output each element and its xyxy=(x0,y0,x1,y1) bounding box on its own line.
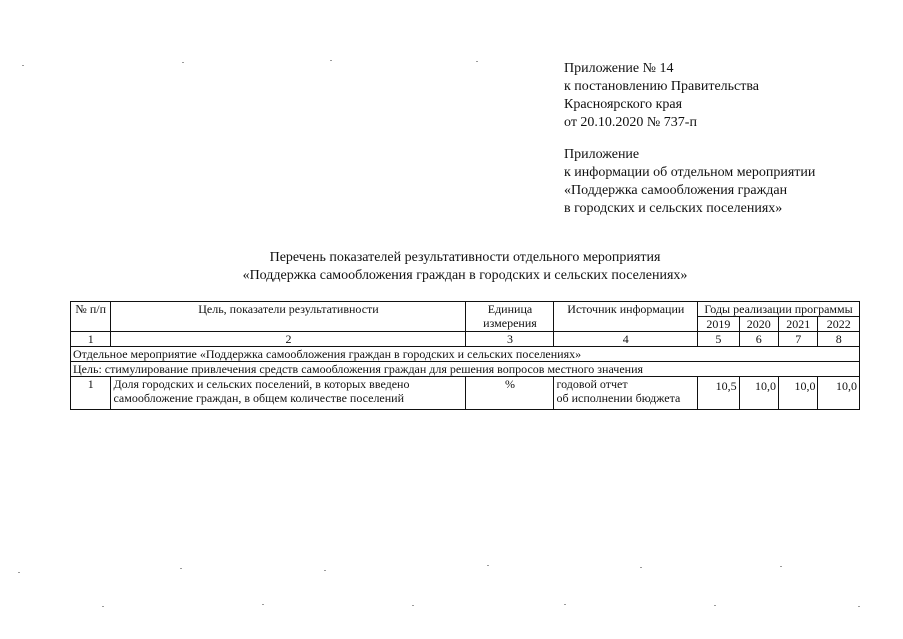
table-row xyxy=(71,377,860,410)
row-source xyxy=(554,377,698,410)
row-indicator-line: самообложение граждан, в общем количестве поселений xyxy=(113,391,405,405)
scan-speck xyxy=(858,606,860,607)
header-row xyxy=(71,302,860,317)
appendix-main-line: к постановлению Правительства xyxy=(564,79,760,94)
row-value-2020: 10,0 xyxy=(739,377,778,410)
scan-speck xyxy=(262,604,264,605)
scan-speck xyxy=(476,61,478,62)
row-indicator-line: Доля городских и сельских поселений, в которых введено xyxy=(113,377,410,391)
indicators-table xyxy=(70,301,860,410)
row-value-2021: 10,0 xyxy=(779,377,818,410)
appendix-sub-line: в городских и сельских поселениях» xyxy=(564,201,783,216)
scan-speck xyxy=(487,565,489,566)
header-unit xyxy=(466,302,554,332)
document-title-line-1: Перечень показателей результативности отдельного мероприятия xyxy=(269,250,661,265)
column-number: 2 xyxy=(111,332,466,347)
row-indicator xyxy=(111,377,466,410)
row-num: 1 xyxy=(71,377,111,410)
column-number: 3 xyxy=(466,332,554,347)
appendix-main-block xyxy=(564,60,759,132)
column-number: 4 xyxy=(554,332,698,347)
appendix-sub-line: «Поддержка самообложения граждан xyxy=(564,183,788,198)
row-value-2022: 10,0 xyxy=(818,377,860,410)
scan-speck xyxy=(102,606,104,607)
row-unit: % xyxy=(466,377,554,410)
appendix-sub-line: к информации об отдельном мероприятии xyxy=(564,165,816,180)
appendix-sub-block xyxy=(564,146,815,218)
appendix-main-line: Красноярского края xyxy=(564,97,683,112)
header-num: № п/п xyxy=(71,302,111,332)
scan-speck xyxy=(412,605,414,606)
header-year: 2020 xyxy=(739,317,778,332)
scan-speck xyxy=(780,566,782,567)
column-number: 1 xyxy=(71,332,111,347)
document-title xyxy=(160,249,770,285)
scan-speck xyxy=(324,570,326,571)
column-numbers-row xyxy=(71,332,860,347)
scan-speck xyxy=(22,65,24,66)
row-source-line: годовой отчет xyxy=(556,377,628,391)
goal-row xyxy=(71,362,860,377)
scan-speck xyxy=(18,572,20,573)
row-source-line: об исполнении бюджета xyxy=(556,391,681,405)
column-number: 8 xyxy=(818,332,860,347)
column-number: 5 xyxy=(698,332,739,347)
scan-speck xyxy=(640,567,642,568)
activity-row xyxy=(71,347,860,362)
row-value-2019: 10,5 xyxy=(698,377,739,410)
header-unit-line: измерения xyxy=(483,316,537,330)
goal-cell: Цель: стимулирование привлечения средств самообложения граждан для решения вопросов местного значения xyxy=(71,362,860,377)
document-title-line-2: «Поддержка самообложения граждан в городских и сельских поселениях» xyxy=(242,268,688,283)
appendix-sub-line: Приложение xyxy=(564,147,640,162)
scan-speck xyxy=(330,60,332,61)
header-year: 2019 xyxy=(698,317,739,332)
column-number: 7 xyxy=(779,332,818,347)
header-source: Источник информации xyxy=(554,302,698,332)
scan-speck xyxy=(180,568,182,569)
appendix-main-line: Приложение № 14 xyxy=(564,61,674,76)
column-number: 6 xyxy=(739,332,778,347)
scan-speck xyxy=(182,62,184,63)
header-years-group: Годы реализации программы xyxy=(698,302,860,317)
header-year: 2022 xyxy=(818,317,860,332)
scan-speck xyxy=(564,604,566,605)
appendix-main-line: от 20.10.2020 № 737-п xyxy=(564,115,697,130)
activity-cell: Отдельное мероприятие «Поддержка самообложения граждан в городских и сельских поселениях» xyxy=(71,347,860,362)
header-year: 2021 xyxy=(779,317,818,332)
scan-speck xyxy=(714,605,716,606)
header-goal: Цель, показатели результативности xyxy=(111,302,466,332)
header-unit-line: Единица xyxy=(487,302,533,316)
